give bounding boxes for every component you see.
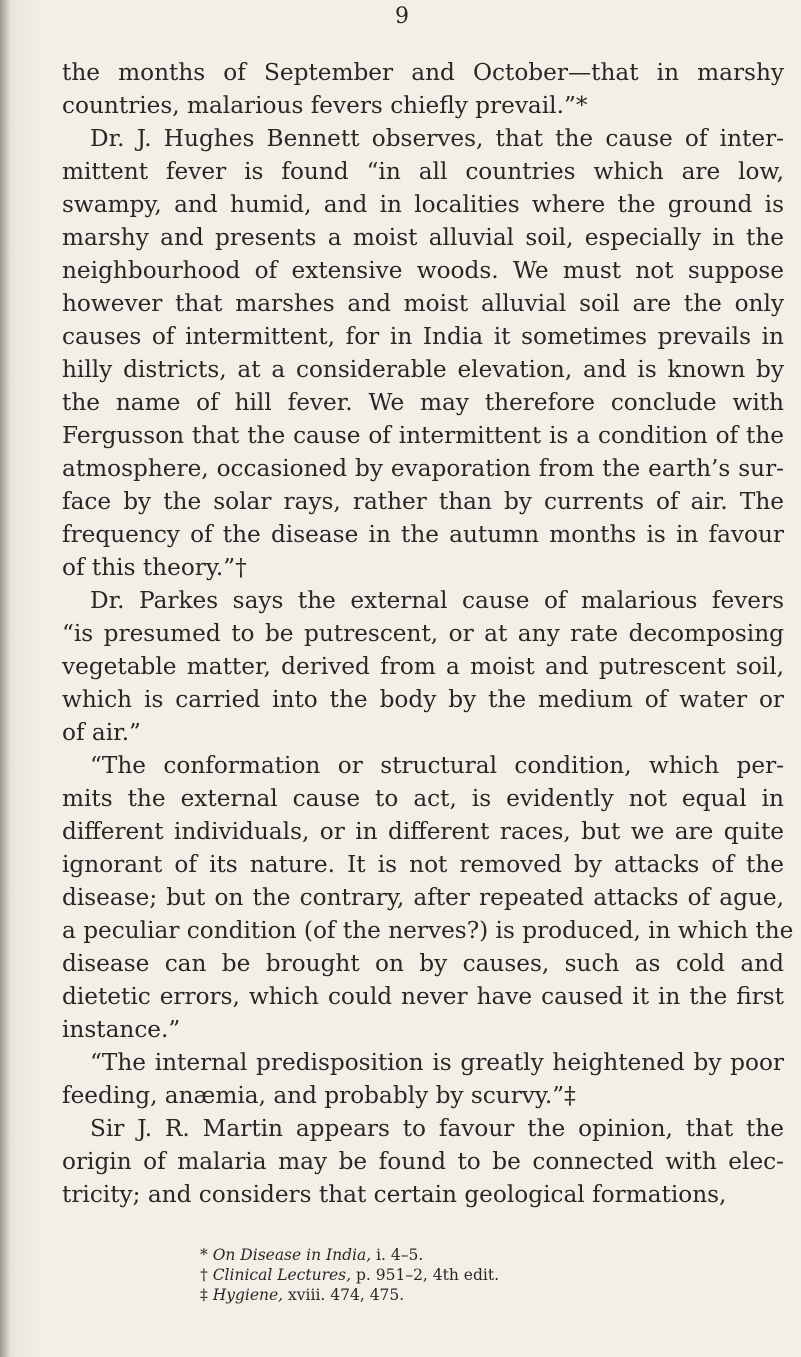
text-line: atmosphere, occasioned by evaporation from the earth’s sur-	[62, 455, 784, 482]
paragraph	[62, 584, 784, 749]
text-line: marshy and presents a moist alluvial soil, especially in the	[62, 224, 784, 251]
page-number: 9	[395, 4, 409, 29]
text-line: however that marshes and moist alluvial soil are the only	[62, 290, 784, 317]
paragraph	[62, 56, 784, 122]
text-line: causes of intermittent, for in India it sometimes prevails in	[62, 323, 784, 350]
text-line: vegetable matter, derived from a moist and putrescent soil,	[62, 653, 784, 680]
text-line: different individuals, or in different races, but we are quite	[62, 818, 784, 845]
footnote-title: Clinical Lectures,	[212, 1266, 352, 1284]
footnote-mark: *	[200, 1246, 208, 1264]
text-line: disease can be brought on by causes, such as cold and	[62, 950, 784, 977]
text-line: mits the external cause to act, is evidently not equal in	[62, 785, 784, 812]
text-line: Fergusson that the cause of intermittent is a condition of the	[62, 422, 784, 449]
paragraph	[62, 1046, 784, 1112]
text-line: of this theory.”†	[62, 554, 247, 581]
text-line: dietetic errors, which could never have caused it in the first	[62, 983, 784, 1010]
footnote	[200, 1265, 700, 1285]
footnotes	[200, 1245, 700, 1305]
text-line: countries, malarious fevers chiefly prevail.”*	[62, 92, 588, 119]
text-line: Dr. J. Hughes Bennett observes, that the cause of inter-	[90, 125, 784, 152]
footnote-title: On Disease in India,	[212, 1246, 372, 1264]
footnote-reference: i. 4–5.	[371, 1246, 424, 1264]
text-line: Dr. Parkes says the external cause of malarious fevers	[90, 587, 784, 614]
text-line: face by the solar rays, rather than by currents of air. The	[62, 488, 784, 515]
binding-shadow	[0, 0, 10, 1357]
footnote-title: Hygiene,	[212, 1286, 284, 1304]
text-line: which is carried into the body by the medium of water or	[62, 686, 784, 713]
text-line: “is presumed to be putrescent, or at any rate decomposing	[62, 620, 784, 647]
text-line: feeding, anæmia, and probably by scurvy.”‡	[62, 1082, 576, 1109]
text-line: Sir J. R. Martin appears to favour the opinion, that the	[90, 1115, 784, 1142]
text-line: tricity; and considers that certain geological formations,	[62, 1181, 727, 1208]
footnote	[200, 1245, 700, 1265]
footnote-mark: †	[200, 1266, 208, 1284]
text-line: swampy, and humid, and in localities where the ground is	[62, 191, 784, 218]
text-line: “The internal predisposition is greatly heightened by poor	[90, 1049, 784, 1076]
footnote-mark: ‡	[200, 1286, 208, 1304]
text-line: the months of September and October—that in marshy	[62, 59, 784, 86]
text-line: a peculiar condition (of the nerves?) is produced, in which the	[62, 917, 794, 944]
footnote-reference: xviii. 474, 475.	[283, 1286, 405, 1304]
text-line: mittent fever is found “in all countries which are low,	[62, 158, 784, 185]
text-line: disease; but on the contrary, after repeated attacks of ague,	[62, 884, 784, 911]
text-line: the name of hill fever. We may therefore conclude with	[62, 389, 784, 416]
text-line: of air.”	[62, 719, 141, 746]
text-line: instance.”	[62, 1016, 181, 1043]
text-line: “The conformation or structural condition, which per-	[90, 752, 784, 779]
text-line: hilly districts, at a considerable elevation, and is known by	[62, 356, 784, 383]
paragraph	[62, 1112, 784, 1211]
text-line: ignorant of its nature. It is not removed by attacks of the	[62, 851, 784, 878]
text-line: origin of malaria may be found to be connected with elec-	[62, 1148, 784, 1175]
footnote	[200, 1285, 700, 1305]
text-line: frequency of the disease in the autumn months is in favour	[62, 521, 784, 548]
text-line: neighbourhood of extensive woods. We must not suppose	[62, 257, 784, 284]
paragraph	[62, 749, 794, 1046]
footnote-reference: p. 951–2, 4th edit.	[351, 1266, 499, 1284]
body-text	[62, 56, 794, 1211]
paragraph	[62, 122, 784, 584]
